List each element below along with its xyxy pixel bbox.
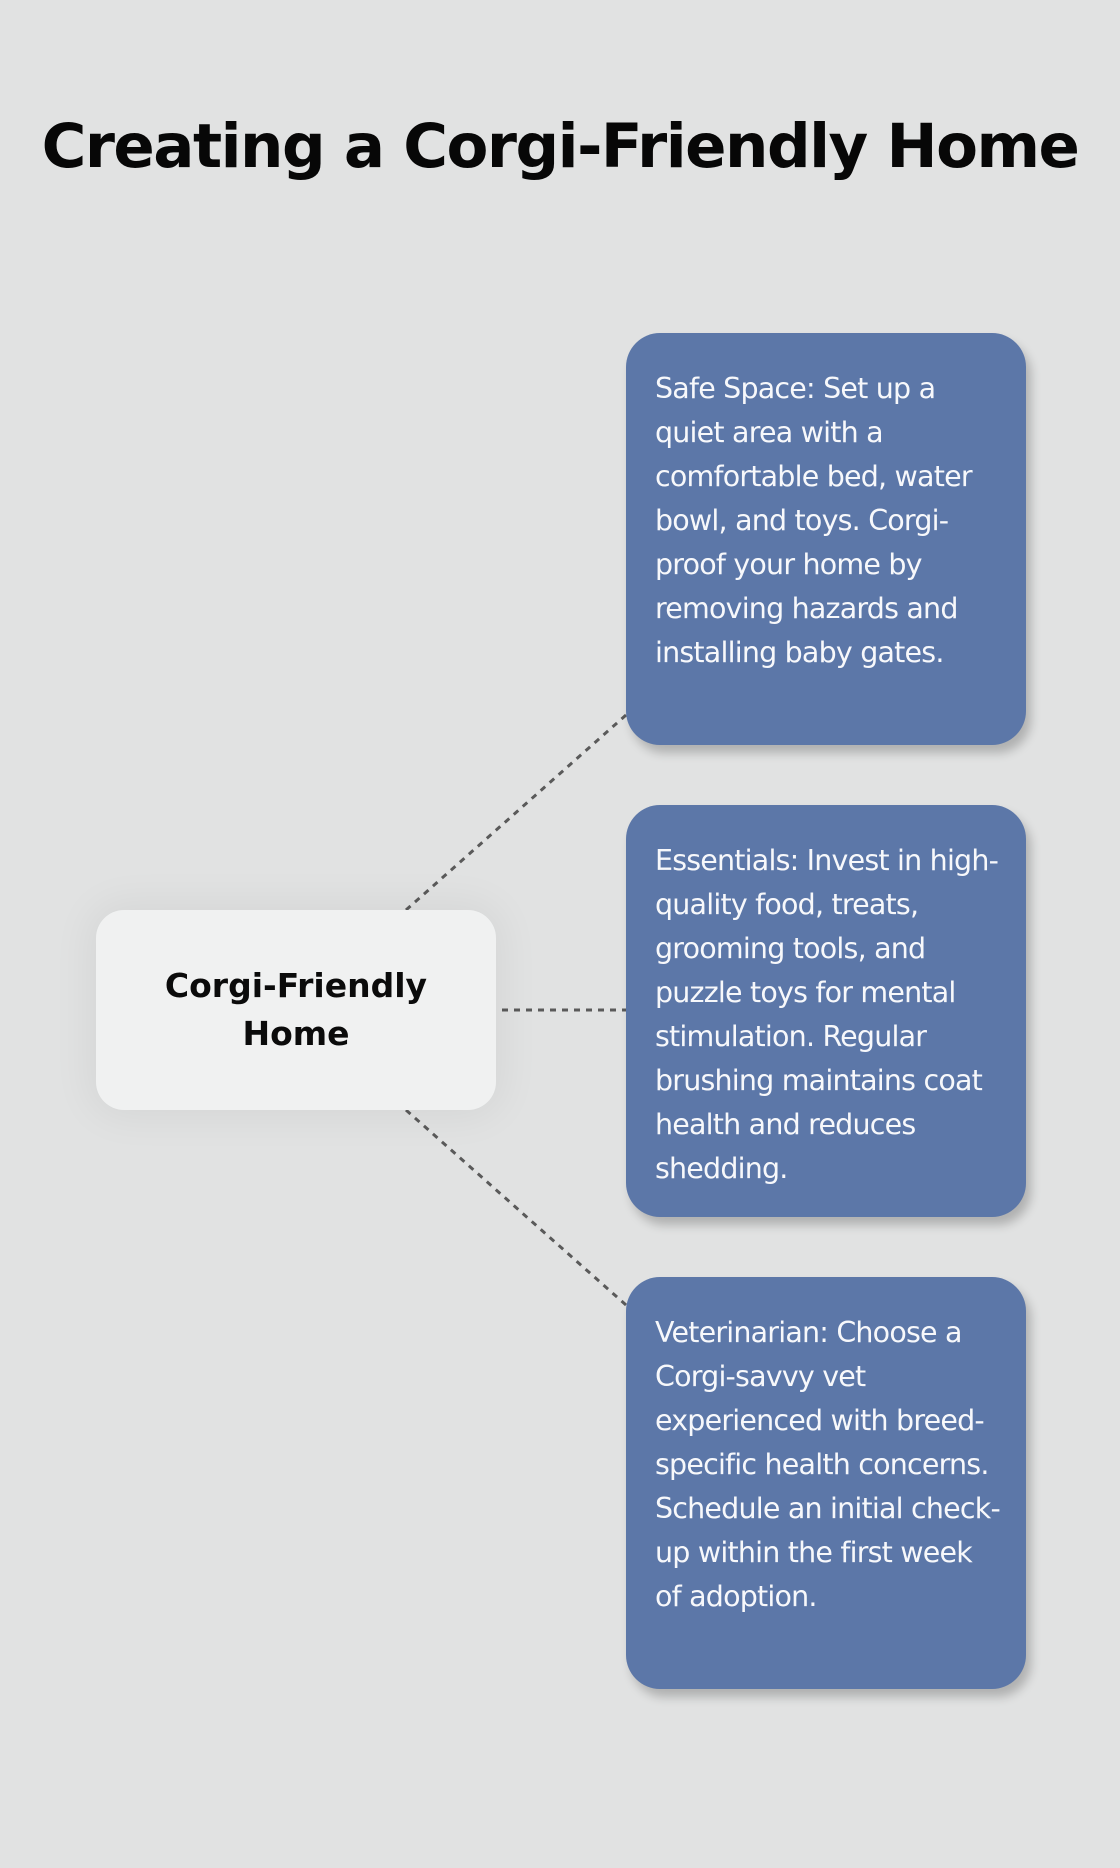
hub-node [96,910,496,1110]
connector-line-safe-space [406,715,626,910]
page-title: Creating a Corgi-Friendly Home [41,111,1079,182]
hub-label: Corgi-Friendly Home [164,966,428,1053]
card-essentials [626,805,1026,1217]
connector-line-veterinarian [406,1110,626,1305]
card-safe-space [626,333,1026,745]
card-text-veterinarian: Veterinarian: Choose a Corgi-savvy vet experienced with breed-specific health concerns. Schedule an initial check-up within the first week of adoption. [655,1316,1000,1613]
card-text-safe-space: Safe Space: Set up a quiet area with a comfortable bed, water bowl, and toys. Corgi-proof your home by removing hazards and installing baby gates. [655,372,972,669]
card-veterinarian [626,1277,1026,1689]
card-text-essentials: Essentials: Invest in high-quality food, treats, grooming tools, and puzzle toys for mental stimulation. Regular brushing maintains coat health and reduces shedding. [655,844,999,1185]
